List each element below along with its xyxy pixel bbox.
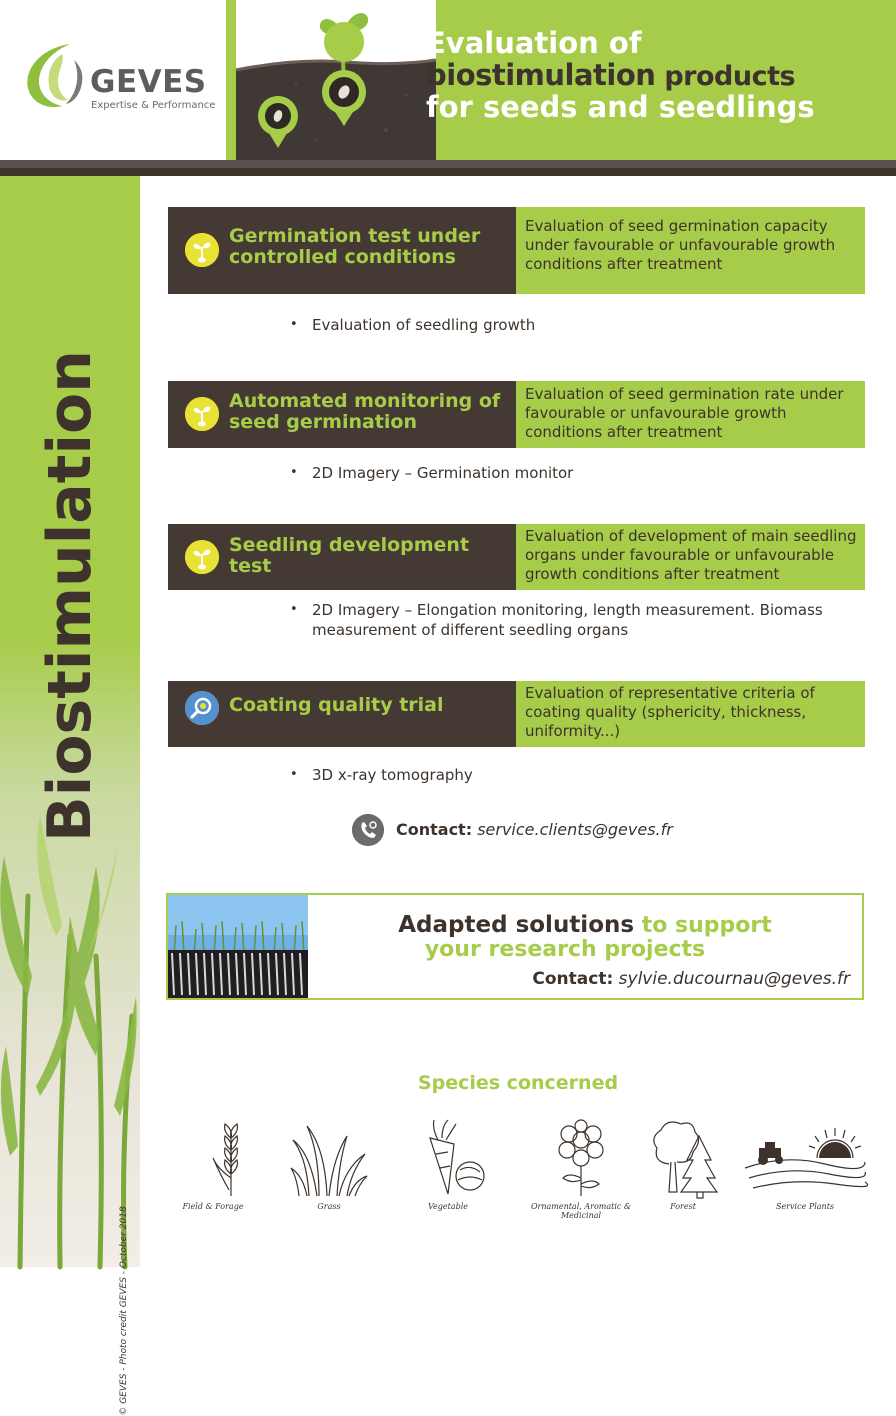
photo-credit: © GEVES - Photo credit GEVES - October 2018	[119, 1206, 129, 1416]
section-title: Automated monitoring of seed germination	[229, 390, 501, 434]
section-automated-monitoring	[168, 381, 865, 448]
phone-contact-icon	[352, 814, 384, 846]
tractor-field-icon	[745, 1118, 865, 1198]
brand-tagline: Expertise & Performance	[91, 100, 216, 111]
adapted-heading-bold: Adapted solutions	[398, 912, 635, 938]
section-title-panel	[168, 681, 516, 747]
header	[0, 0, 896, 176]
species-forest	[623, 1118, 743, 1211]
contact-label: Contact:	[532, 969, 614, 989]
side-band	[0, 176, 140, 1416]
section-title-panel	[168, 207, 516, 294]
carrot-icon	[408, 1118, 488, 1198]
seedlings-tray-photo	[168, 895, 308, 998]
flower-icon	[541, 1118, 621, 1198]
section-title: Germination test under controlled conditions	[229, 225, 481, 269]
section-description: Evaluation of representative criteria of coating quality (sphericity, thickness, uniformity...)	[525, 684, 815, 741]
tree-icon	[643, 1118, 723, 1198]
section-bullet: • 2D Imagery – Elongation monitoring, length measurement. Biomass measurement of different seedling organs	[296, 601, 866, 640]
section-bullet: • 2D Imagery – Germination monitor	[296, 464, 866, 484]
magnifier-icon	[185, 691, 219, 725]
adapted-heading	[308, 912, 862, 938]
adapted-subheading: your research projects	[424, 937, 706, 962]
adapted-solutions-box	[166, 893, 864, 1000]
section-title-panel	[168, 524, 516, 590]
contact-email[interactable]: service.clients@geves.fr	[477, 820, 673, 839]
species-grass	[269, 1118, 389, 1211]
contact-label: Contact:	[396, 820, 473, 839]
title-line-1: Evaluation of	[426, 26, 642, 60]
contact-email[interactable]: sylvie.ducournau@geves.fr	[618, 969, 850, 989]
section-germination-test	[168, 207, 865, 294]
species-label: Grass	[317, 1202, 341, 1211]
seedling-icon	[185, 397, 219, 431]
species-service-plants	[745, 1118, 865, 1211]
title-line-2	[426, 57, 886, 92]
section-bullet: • 3D x-ray tomography	[296, 766, 866, 786]
brand-name: GEVES	[90, 64, 207, 100]
seedling-icon	[185, 233, 219, 267]
geves-logo-icon	[22, 40, 84, 112]
wheat-icon	[173, 1118, 253, 1198]
section-title: Seedling development test	[229, 534, 470, 578]
section-description: Evaluation of seed germination rate under favourable or unfavourable growth conditions after treatment	[525, 385, 844, 442]
title-keyword: biostimulation	[426, 57, 656, 92]
section-title-panel	[168, 381, 516, 448]
soil-seed-illustration	[236, 0, 436, 160]
logo	[0, 0, 226, 160]
page-title	[426, 28, 886, 124]
section-title: Coating quality trial	[229, 694, 444, 716]
species-label: Forest	[670, 1202, 696, 1211]
vertical-title: Biostimulation	[35, 350, 105, 842]
section-description: Evaluation of development of main seedling organs under favourable or unfavourable growth conditions after treatment	[525, 527, 857, 584]
species-label: Service Plants	[775, 1202, 835, 1211]
seedling-icon	[185, 540, 219, 574]
species-vegetable	[388, 1118, 508, 1211]
species-field-forage	[153, 1118, 273, 1211]
species-label: Ornamental, Aromatic & Medicinal	[530, 1202, 632, 1221]
contact-line	[396, 820, 673, 839]
species-label: Field & Forage	[182, 1202, 244, 1211]
title-line-3: for seeds and seedlings	[426, 89, 815, 124]
header-divider-dark	[0, 168, 896, 176]
adapted-heading-rest: to support	[634, 913, 772, 938]
section-coating-quality	[168, 681, 865, 747]
adapted-contact	[532, 969, 850, 989]
species-label: Vegetable	[427, 1202, 469, 1211]
section-bullet: • Evaluation of seedling growth	[296, 316, 866, 336]
title-line-2-rest: products	[655, 60, 796, 92]
section-description: Evaluation of seed germination capacity under favourable or unfavourable growth conditions after treatment	[525, 217, 836, 274]
species-title: Species concerned	[417, 1072, 619, 1094]
section-seedling-development	[168, 524, 865, 590]
grass-icon	[289, 1118, 369, 1198]
